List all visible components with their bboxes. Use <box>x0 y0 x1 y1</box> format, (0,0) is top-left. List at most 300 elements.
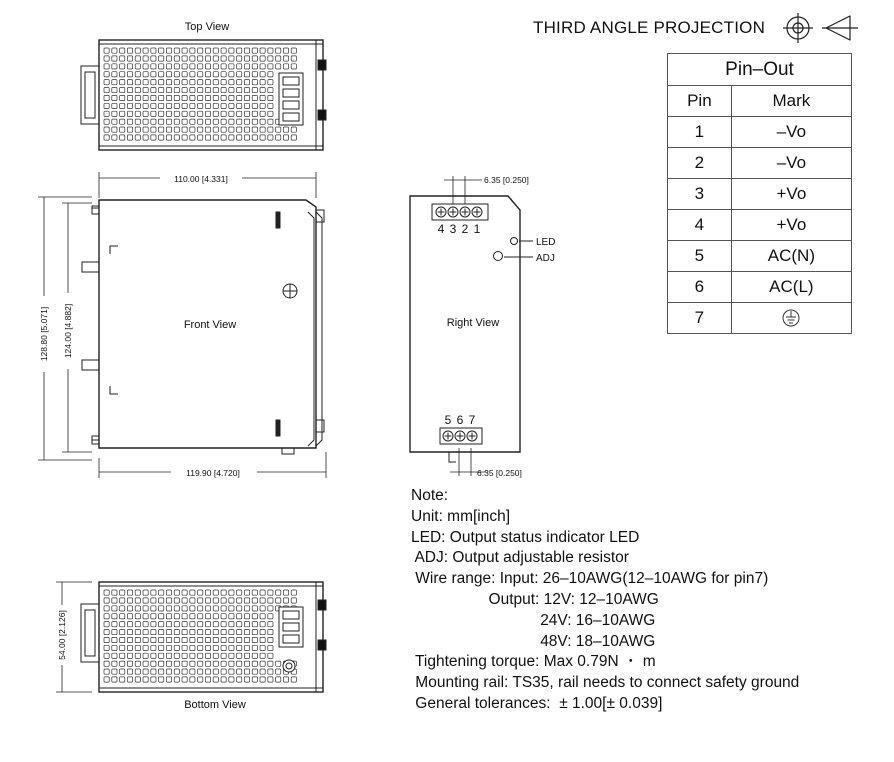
vent-hole <box>205 622 210 627</box>
vent-hole <box>229 622 234 627</box>
vent-hole <box>198 135 203 140</box>
vent-hole <box>120 64 125 69</box>
vent-hole <box>166 590 171 595</box>
vent-hole <box>182 590 187 595</box>
vent-hole <box>135 111 140 116</box>
vent-hole <box>229 56 234 61</box>
vent-hole <box>229 598 234 603</box>
vent-hole <box>190 111 195 116</box>
vent-hole <box>159 64 164 69</box>
pin-number: 2 <box>461 222 469 236</box>
note-line: General tolerances: ± 1.00[± 0.039] <box>411 694 663 712</box>
projection-label: THIRD ANGLE PROJECTION <box>533 18 766 37</box>
protective-earth-icon <box>780 307 802 329</box>
vent-hole <box>205 64 210 69</box>
vent-hole <box>237 637 242 642</box>
vent-hole <box>127 111 132 116</box>
vent-hole <box>143 95 148 100</box>
pin-number: 6 <box>456 413 464 427</box>
vent-hole <box>174 637 179 642</box>
vent-hole <box>291 127 296 132</box>
vent-hole <box>276 127 281 132</box>
vent-hole <box>205 598 210 603</box>
vent-hole <box>276 590 281 595</box>
vent-hole <box>229 606 234 611</box>
vent-hole <box>112 637 117 642</box>
vent-hole <box>260 111 265 116</box>
vent-hole <box>276 661 281 666</box>
vent-hole <box>143 661 148 666</box>
vent-hole <box>260 88 265 93</box>
vent-hole <box>143 645 148 650</box>
vent-hole <box>174 48 179 53</box>
vent-hole <box>291 590 296 595</box>
note-line: Output: 12V: 12–10AWG <box>411 590 659 608</box>
note-line: 48V: 18–10AWG <box>411 632 656 650</box>
vent-hole <box>112 598 117 603</box>
vent-hole <box>213 598 218 603</box>
vent-hole <box>260 64 265 69</box>
vent-hole <box>127 135 132 140</box>
vent-hole <box>127 669 132 674</box>
vent-hole <box>198 88 203 93</box>
vent-hole <box>190 95 195 100</box>
vent-hole <box>143 56 148 61</box>
vent-hole <box>252 661 257 666</box>
mark-cell: +Vo <box>731 210 851 241</box>
vent-hole <box>190 669 195 674</box>
vent-hole <box>159 56 164 61</box>
vent-hole <box>260 614 265 619</box>
vent-hole <box>221 48 226 53</box>
vent-hole <box>151 48 156 53</box>
vent-hole <box>182 598 187 603</box>
vent-hole <box>213 637 218 642</box>
vent-hole <box>237 653 242 658</box>
vent-hole <box>159 598 164 603</box>
table-row <box>668 303 852 334</box>
vent-hole <box>104 653 109 658</box>
vent-hole <box>174 669 179 674</box>
note-line: Note: <box>411 487 449 504</box>
vent-hole <box>159 48 164 53</box>
vent-hole <box>127 630 132 635</box>
vent-hole <box>182 88 187 93</box>
vent-hole <box>252 56 257 61</box>
vent-hole <box>268 630 273 635</box>
note-line: Unit: mm[inch] <box>411 507 511 525</box>
vent-hole <box>166 127 171 132</box>
right-view-top-terminals <box>436 207 482 217</box>
vent-hole <box>198 103 203 108</box>
vent-hole <box>166 645 171 650</box>
vent-hole <box>182 127 187 132</box>
vent-hole <box>174 95 179 100</box>
note-line: ADJ: Output adjustable resistor <box>411 549 629 567</box>
vent-hole <box>174 135 179 140</box>
vent-hole <box>283 590 288 595</box>
vent-hole <box>229 590 234 595</box>
vent-hole <box>190 48 195 53</box>
body-height-dimension: 124.00 [4.882] <box>63 303 73 359</box>
vent-hole <box>135 127 140 132</box>
vent-hole <box>159 111 164 116</box>
vent-hole <box>205 56 210 61</box>
vent-hole <box>190 80 195 85</box>
vent-hole <box>221 127 226 132</box>
vent-hole <box>198 111 203 116</box>
vent-hole <box>276 48 281 53</box>
vent-hole <box>112 56 117 61</box>
vent-hole <box>198 598 203 603</box>
vent-hole <box>268 653 273 658</box>
vent-hole <box>229 677 234 682</box>
vent-hole <box>159 103 164 108</box>
vent-hole <box>182 614 187 619</box>
vent-hole <box>112 677 117 682</box>
vent-hole <box>120 80 125 85</box>
vent-hole <box>221 606 226 611</box>
vent-hole <box>182 48 187 53</box>
vent-hole <box>205 119 210 124</box>
bottom-view-label: Bottom View <box>184 699 246 711</box>
vent-hole <box>112 88 117 93</box>
vent-hole <box>205 614 210 619</box>
bottom-dimensions <box>56 582 92 692</box>
vent-hole <box>190 103 195 108</box>
vent-hole <box>143 614 148 619</box>
vent-hole <box>143 119 148 124</box>
note-line: Tightening torque: Max 0.79N ・ m <box>411 653 656 671</box>
vent-hole <box>268 111 273 116</box>
vent-hole <box>166 630 171 635</box>
vent-hole <box>283 127 288 132</box>
vent-hole <box>143 88 148 93</box>
vent-hole <box>120 103 125 108</box>
vent-hole <box>252 80 257 85</box>
vent-hole <box>174 677 179 682</box>
vent-hole <box>143 64 148 69</box>
vent-hole <box>252 127 257 132</box>
vent-hole <box>198 622 203 627</box>
vent-hole <box>252 598 257 603</box>
vent-hole <box>237 111 242 116</box>
vent-hole <box>252 637 257 642</box>
vent-hole <box>127 614 132 619</box>
vent-hole <box>213 645 218 650</box>
vent-hole <box>244 119 249 124</box>
vent-hole <box>182 653 187 658</box>
vent-hole <box>229 614 234 619</box>
vent-hole <box>112 135 117 140</box>
vent-hole <box>237 677 242 682</box>
vent-hole <box>151 135 156 140</box>
vent-hole <box>244 630 249 635</box>
vent-hole <box>283 598 288 603</box>
vent-hole <box>182 56 187 61</box>
vent-hole <box>166 64 171 69</box>
vent-hole <box>166 103 171 108</box>
vent-hole <box>213 630 218 635</box>
vent-hole <box>252 48 257 53</box>
pin-cell: 6 <box>668 272 732 303</box>
vent-hole <box>166 72 171 77</box>
vent-hole <box>159 119 164 124</box>
right-view-label: Right View <box>446 317 500 329</box>
vent-hole <box>198 669 203 674</box>
vent-hole <box>291 598 296 603</box>
vent-hole <box>104 622 109 627</box>
width-dimension: 110.00 [4.331] <box>174 174 228 184</box>
vent-hole <box>104 135 109 140</box>
front-dimensions <box>38 172 326 478</box>
vent-hole <box>260 669 265 674</box>
vent-hole <box>127 80 132 85</box>
vent-hole <box>237 127 242 132</box>
vent-hole <box>135 590 140 595</box>
vent-hole <box>205 72 210 77</box>
vent-hole <box>244 645 249 650</box>
vent-hole <box>244 677 249 682</box>
vent-hole <box>151 669 156 674</box>
vent-hole <box>221 677 226 682</box>
vent-hole <box>166 653 171 658</box>
vent-hole <box>112 80 117 85</box>
vent-hole <box>112 111 117 116</box>
vent-hole <box>127 622 132 627</box>
vent-hole <box>182 622 187 627</box>
vent-hole <box>104 119 109 124</box>
vent-hole <box>244 606 249 611</box>
vent-hole <box>159 88 164 93</box>
vent-hole <box>143 80 148 85</box>
vent-hole <box>198 95 203 100</box>
vent-hole <box>182 645 187 650</box>
vent-hole <box>166 56 171 61</box>
vent-hole <box>182 64 187 69</box>
vent-hole <box>260 661 265 666</box>
vent-hole <box>252 72 257 77</box>
vent-hole <box>135 677 140 682</box>
vent-hole <box>252 64 257 69</box>
vent-hole <box>104 637 109 642</box>
vent-hole <box>104 64 109 69</box>
vent-hole <box>143 622 148 627</box>
vent-hole <box>120 48 125 53</box>
vent-hole <box>190 64 195 69</box>
vent-hole <box>252 630 257 635</box>
vent-hole <box>174 622 179 627</box>
vent-hole <box>174 653 179 658</box>
right-view <box>410 196 555 462</box>
vent-hole <box>159 135 164 140</box>
table-row <box>668 272 852 303</box>
vent-hole <box>276 669 281 674</box>
vent-hole <box>104 630 109 635</box>
vent-hole <box>112 614 117 619</box>
vent-hole <box>127 95 132 100</box>
vent-hole <box>135 48 140 53</box>
vent-hole <box>205 606 210 611</box>
vent-hole <box>213 56 218 61</box>
vent-hole <box>151 645 156 650</box>
vent-hole <box>260 622 265 627</box>
vent-hole <box>205 135 210 140</box>
vent-hole <box>213 622 218 627</box>
vent-hole <box>104 127 109 132</box>
vent-hole <box>166 88 171 93</box>
right-view-bottom-terminals <box>443 431 477 441</box>
vent-hole <box>190 637 195 642</box>
vent-hole <box>127 127 132 132</box>
vent-hole <box>104 111 109 116</box>
vent-hole <box>174 590 179 595</box>
vent-hole <box>159 614 164 619</box>
pin-cell: 1 <box>668 117 732 148</box>
front-view <box>82 200 324 454</box>
vent-hole <box>252 614 257 619</box>
vent-hole <box>260 103 265 108</box>
vent-hole <box>268 72 273 77</box>
vent-hole <box>151 64 156 69</box>
vent-hole <box>151 677 156 682</box>
vent-hole <box>104 606 109 611</box>
vent-hole <box>104 80 109 85</box>
vent-hole <box>190 622 195 627</box>
vent-hole <box>268 119 273 124</box>
vent-hole <box>190 88 195 93</box>
vent-hole <box>143 72 148 77</box>
vent-hole <box>205 661 210 666</box>
vent-hole <box>190 135 195 140</box>
pin-cell: 7 <box>668 303 732 334</box>
vent-hole <box>198 80 203 85</box>
vent-hole <box>166 135 171 140</box>
vent-hole <box>237 103 242 108</box>
vent-hole <box>229 64 234 69</box>
vent-hole <box>159 653 164 658</box>
vent-hole <box>276 135 281 140</box>
vent-hole <box>120 590 125 595</box>
pin-number: 3 <box>449 222 457 236</box>
vent-hole <box>151 661 156 666</box>
vent-hole <box>104 661 109 666</box>
vent-hole <box>237 598 242 603</box>
vent-hole <box>198 56 203 61</box>
vent-hole <box>221 590 226 595</box>
vent-hole <box>237 72 242 77</box>
note-line: Wire range: Input: 26–10AWG(12–10AWG for pin7) <box>411 570 769 588</box>
vent-hole <box>252 677 257 682</box>
vent-hole <box>213 111 218 116</box>
vent-hole <box>120 598 125 603</box>
pin-cell: 4 <box>668 210 732 241</box>
vent-hole <box>283 64 288 69</box>
vent-hole <box>213 72 218 77</box>
vent-hole <box>151 80 156 85</box>
vent-hole <box>244 64 249 69</box>
vent-hole <box>135 661 140 666</box>
vent-hole <box>213 127 218 132</box>
vent-hole <box>143 103 148 108</box>
note-line: Mounting rail: TS35, rail needs to connect safety ground <box>411 674 800 692</box>
vent-hole <box>104 645 109 650</box>
vent-hole <box>213 661 218 666</box>
vent-hole <box>260 127 265 132</box>
vent-hole <box>213 64 218 69</box>
vent-hole <box>268 622 273 627</box>
vent-hole <box>174 80 179 85</box>
vent-hole <box>221 622 226 627</box>
vent-hole <box>174 56 179 61</box>
pin-header: Pin <box>668 86 732 117</box>
vent-hole <box>252 645 257 650</box>
vent-hole <box>213 653 218 658</box>
vent-hole <box>174 103 179 108</box>
vent-hole <box>104 598 109 603</box>
vent-hole <box>151 590 156 595</box>
pin-number: 1 <box>473 222 481 236</box>
vent-hole <box>120 622 125 627</box>
vent-hole <box>127 119 132 124</box>
vent-hole <box>244 48 249 53</box>
vent-hole <box>127 677 132 682</box>
vent-hole <box>166 622 171 627</box>
vent-hole <box>276 64 281 69</box>
vent-hole <box>205 645 210 650</box>
vent-hole <box>237 590 242 595</box>
vent-hole <box>135 653 140 658</box>
vent-hole <box>174 64 179 69</box>
vent-hole <box>268 590 273 595</box>
vent-hole <box>112 661 117 666</box>
vent-hole <box>159 622 164 627</box>
mark-cell: +Vo <box>731 179 851 210</box>
vent-hole <box>283 677 288 682</box>
adj-label: ADJ <box>536 253 555 264</box>
vent-hole <box>221 135 226 140</box>
vent-hole <box>120 56 125 61</box>
vent-hole <box>213 88 218 93</box>
vent-hole <box>127 653 132 658</box>
vent-hole <box>260 677 265 682</box>
vent-hole <box>198 72 203 77</box>
vent-hole <box>260 72 265 77</box>
vent-hole <box>268 645 273 650</box>
vent-hole <box>229 111 234 116</box>
vent-hole <box>143 653 148 658</box>
vent-hole <box>120 630 125 635</box>
vent-hole <box>205 630 210 635</box>
vent-hole <box>198 653 203 658</box>
vent-hole <box>229 669 234 674</box>
vent-hole <box>159 661 164 666</box>
vent-hole <box>190 614 195 619</box>
vent-hole <box>151 119 156 124</box>
vent-hole <box>268 127 273 132</box>
vent-hole <box>221 645 226 650</box>
vent-hole <box>229 72 234 77</box>
vent-hole <box>143 637 148 642</box>
vent-hole <box>268 103 273 108</box>
vent-hole <box>237 614 242 619</box>
vent-hole <box>135 622 140 627</box>
vent-hole <box>166 119 171 124</box>
vent-hole <box>120 95 125 100</box>
vent-hole <box>221 56 226 61</box>
vent-hole <box>127 598 132 603</box>
vent-hole <box>205 111 210 116</box>
